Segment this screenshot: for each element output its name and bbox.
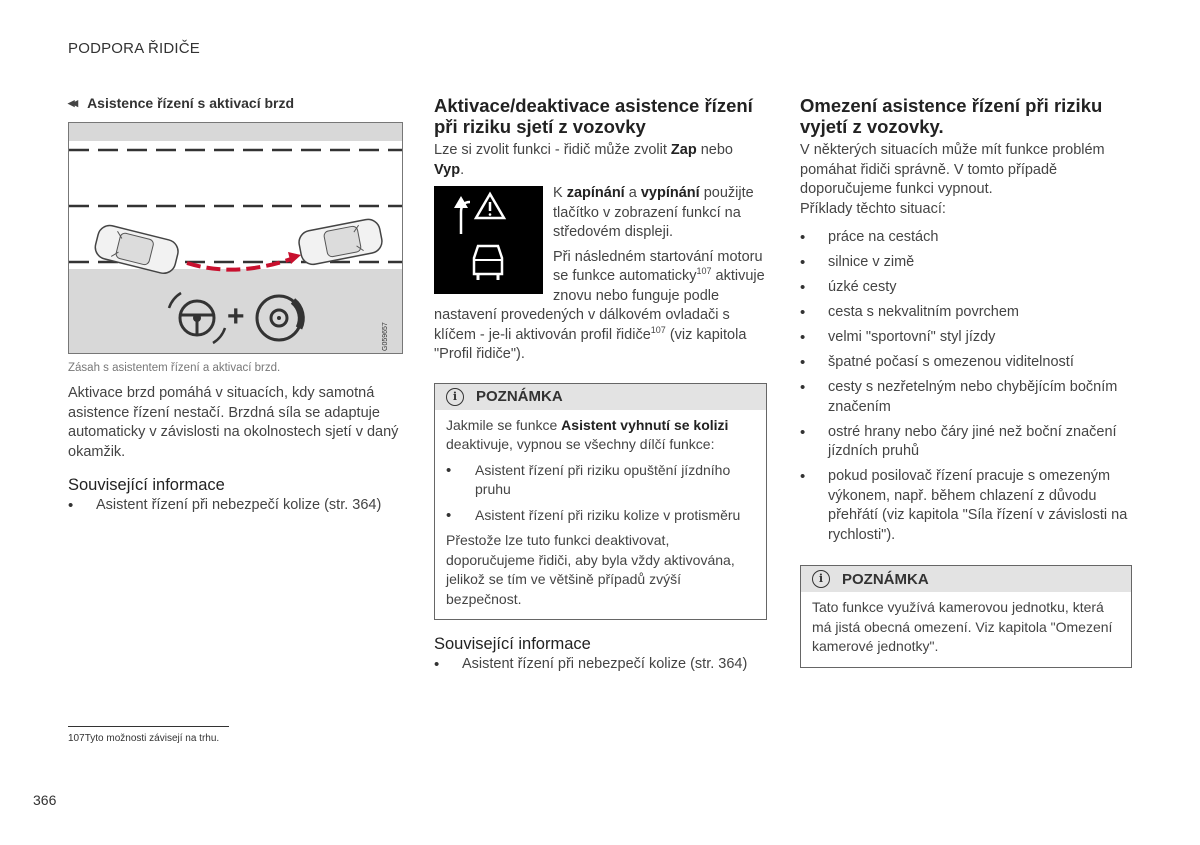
- intro-paragraph: V některých situacích může mít funkce problém pomáhat řidiči správně. V tomto případě doporučujeme funkci vypnout.: [800, 142, 1105, 197]
- figure-code: G059657: [382, 322, 389, 351]
- situations-list: [800, 228, 1132, 545]
- intro-paragraph: Lze si zvolit funkci - řidič může zvolit Zap nebo Vyp.: [434, 142, 733, 178]
- related-list: [434, 655, 767, 675]
- page-header: PODPORA ŘIDIČE: [68, 40, 200, 57]
- note-header: [801, 566, 1131, 592]
- examples-label: Příklady těchto situací:: [800, 200, 946, 217]
- related-heading: Související informace: [68, 476, 225, 494]
- related-link[interactable]: • Asistent řízení při nebezpečí kolize (str. 364): [434, 655, 767, 675]
- footnote: 107Tyto možnosti závisejí na trhu.: [68, 733, 220, 744]
- column-2: [434, 95, 767, 675]
- list-item: • Asistent řízení při riziku kolize v protisměru: [446, 506, 755, 526]
- note-box: [800, 565, 1132, 668]
- list-item: • Asistent řízení při riziku opuštění jízdního pruhu: [446, 461, 755, 500]
- note-title: POZNÁMKA: [842, 570, 929, 588]
- continued-heading: [68, 95, 404, 111]
- list-item: • velmi "sportovní" styl jízdy: [800, 328, 1132, 348]
- function-button-icon: [434, 186, 543, 294]
- list-item: • silnice v zimě: [800, 253, 1132, 273]
- button-paragraph: K zapínání a vypínání použijte tlačítko v zobrazení funkcí na středovém displeji.: [553, 185, 754, 240]
- note-paragraph: Tato funkce využívá kamerovou jednotku, která má jistá obecná omezení. Viz kapitola "Omezení kamerové jednotky".: [812, 599, 1113, 654]
- note-header: [435, 384, 766, 410]
- note-list: [446, 461, 755, 526]
- note-box: [434, 383, 767, 621]
- info-icon: i: [812, 570, 830, 588]
- continued-title: Asistence řízení s aktivací brzd: [87, 95, 295, 111]
- continued-arrows-icon: ◂◂: [68, 95, 76, 110]
- list-item: • ostré hrany nebo čáry jiné než boční značení jízdních pruhů: [800, 423, 1132, 462]
- footnote-divider: [68, 726, 229, 727]
- list-item: • pokud posilovač řízení pracuje s omezeným výkonem, např. během chlazení z důvodu přehřátí (viz kapitola "Síla řízení v závislosti na rychlosti").: [800, 467, 1132, 545]
- list-item: • cesty s nezřetelným nebo chybějícím bočním značením: [800, 378, 1132, 417]
- related-list: [68, 496, 404, 516]
- column-3: [800, 95, 1132, 668]
- page-number: 366: [33, 792, 57, 808]
- list-item: • úzké cesty: [800, 278, 1132, 298]
- startup-paragraph: Při následném startování motoru se funkce automaticky$^{107}$ aktivuje znovu nebo funguje podle nastavení provedených v dálkovém ovladači s klíčem - je-li aktivován profil řidiče$^{107}$ (viz kapitola "Profil řidiče").: [434, 248, 765, 362]
- list-item: • práce na cestách: [800, 228, 1132, 248]
- body-paragraph: Aktivace brzd pomáhá v situacích, kdy samotná asistence řízení nestačí. Brzdná síla se adaptuje automaticky v závislosti na okolnostech sjetí v daný okamžik.: [68, 385, 399, 460]
- road-illustration: [69, 123, 402, 353]
- note-body: [801, 592, 1131, 667]
- list-item: • špatné počasí s omezenou viditelností: [800, 353, 1132, 373]
- note-paragraph: Jakmile se funkce Asistent vyhnutí se kolizi deaktivuje, vypnou se všechny dílčí funkce:: [446, 416, 729, 452]
- note-body: [435, 410, 766, 620]
- figure-caption: Zásah s asistentem řízení a aktivací brzd.: [68, 362, 281, 374]
- related-heading: Související informace: [434, 635, 591, 653]
- note-title: POZNÁMKA: [476, 388, 563, 405]
- note-paragraph-2: Přestože lze tuto funkci deaktivovat, doporučujeme řidiči, aby byla vždy aktivována, jelikož se tím ve většině případů zvýší bezpečnost.: [446, 532, 735, 607]
- steering-brake-figure: [68, 122, 403, 354]
- info-icon: i: [446, 388, 464, 406]
- list-item: • cesta s nekvalitním povrchem: [800, 303, 1132, 323]
- column-1: [68, 95, 404, 516]
- svg-text:+: +: [227, 300, 245, 333]
- section-heading: Omezení asistence řízení při riziku vyjetí z vozovky.: [800, 95, 1103, 137]
- related-link[interactable]: • Asistent řízení při nebezpečí kolize (str. 364): [68, 496, 404, 516]
- section-heading: Aktivace/deaktivace asistence řízení při riziku sjetí z vozovky: [434, 95, 753, 137]
